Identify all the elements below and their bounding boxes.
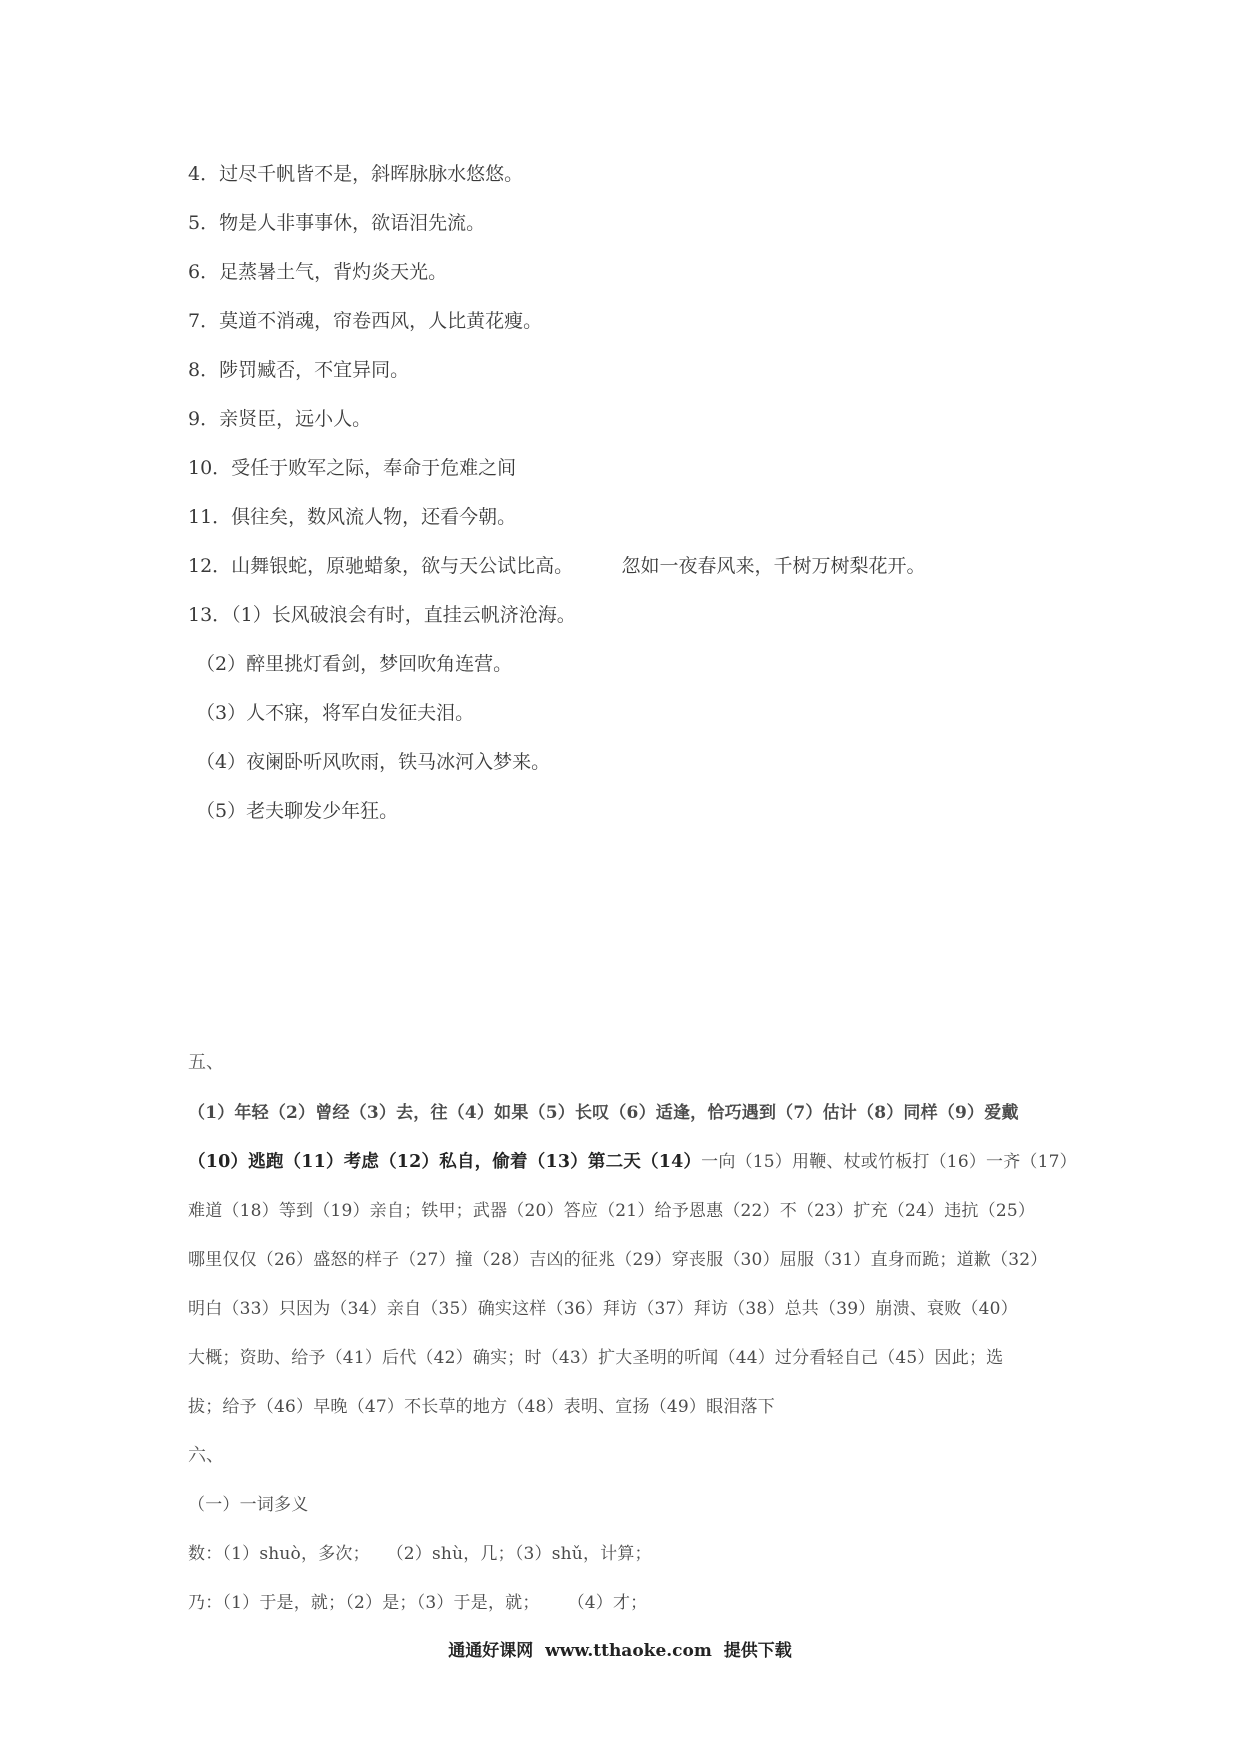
answer-line: 13．（1）长风破浪会有时，直挂云帆济沧海。 [188, 604, 576, 626]
answer-line: 5．物是人非事事休，欲语泪先流。 [188, 212, 486, 234]
answer-line: 12．山舞银蛇，原驰蜡象，欲与天公试比高。 忽如一夜春风来，千树万树梨花开。 [188, 555, 926, 577]
answer-line: 9．亲贤臣，远小人。 [188, 408, 372, 430]
answer-line: （3）人不寐，将军白发征夫泪。 [196, 702, 475, 724]
definition-rest-part: 一向（15）用鞭、杖或竹板打（16）一齐（17） [701, 1152, 1077, 1172]
definition-line: 大概；资助、给予（41）后代（42）确实；时（43）扩大圣明的听闻（44）过分看轻自己（45）因此；选 [188, 1348, 1004, 1368]
answer-line: （4）夜阑卧听风吹雨，铁马冰河入梦来。 [196, 751, 551, 773]
polysemy-line: 数：（1）shuò，多次； （2）shù，几；（3）shǔ，计算； [188, 1544, 652, 1564]
answer-line: （5）老夫聊发少年狂。 [196, 800, 399, 822]
definition-line: 难道（18）等到（19）亲自；铁甲；武器（20）答应（21）给予恩惠（22）不（23）扩充（24）违抗（25） [188, 1201, 1036, 1221]
answer-line: 10．受任于败军之际，奉命于危难之间 [188, 457, 517, 479]
answer-line: （2）醉里挑灯看剑，梦回吹角连营。 [196, 653, 513, 675]
definition-line [188, 1147, 1077, 1173]
answer-line: 11．俱往矣，数风流人物，还看今朝。 [188, 506, 517, 528]
page-footer: 通通好课网 www.tthaoke.com 提供下载 [448, 1641, 792, 1661]
answer-line: 7．莫道不消魂，帘卷西风，人比黄花瘦。 [188, 310, 543, 332]
polysemy-line: 乃：（1）于是，就；（2）是；（3）于是，就； （4）才； [188, 1593, 648, 1613]
section-heading: 五、 [188, 1052, 224, 1073]
section-heading: 六、 [188, 1445, 224, 1466]
definition-line: （1）年轻（2）曾经（3）去，往（4）如果（5）长叹（6）适逢，恰巧遇到（7）估计（8）同样（9）爱戴 [188, 1103, 1019, 1123]
definition-bold-part: （10）逃跑（11）考虑（12）私自，偷着（13）第二天（14） [188, 1152, 702, 1172]
definition-line: 哪里仅仅（26）盛怒的样子（27）撞（28）吉凶的征兆（29）穿丧服（30）屈服（31）直身而跪；道歉（32） [188, 1250, 1048, 1270]
definition-line: 拔；给予（46）早晚（47）不长草的地方（48）表明、宣扬（49）眼泪落下 [188, 1397, 775, 1417]
answer-line: 8．陟罚臧否，不宜异同。 [188, 359, 410, 381]
definition-line: 明白（33）只因为（34）亲自（35）确实这样（36）拜访（37）拜访（38）总共（39）崩溃、衰败（40） [188, 1299, 1018, 1319]
answer-line: 4．过尽千帆皆不是，斜晖脉脉水悠悠。 [188, 163, 524, 185]
answer-line: 6．足蒸暑土气，背灼炎天光。 [188, 261, 448, 283]
subheading: （一）一词多义 [188, 1495, 309, 1515]
